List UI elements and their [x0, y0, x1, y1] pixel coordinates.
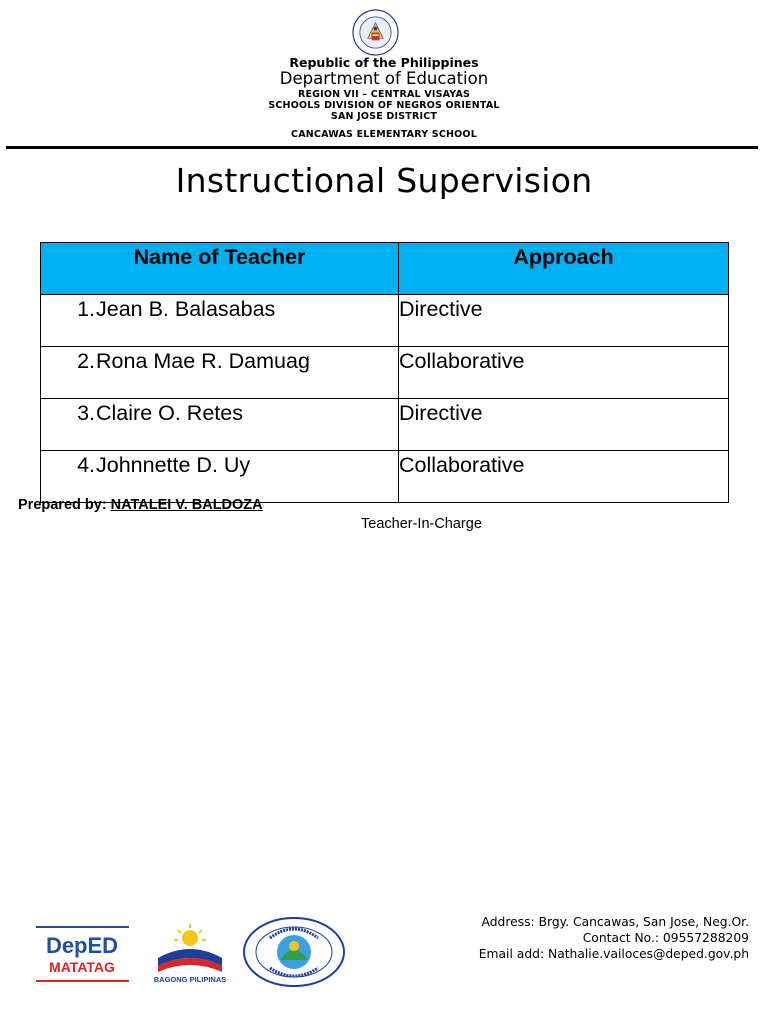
- region-text: REGION VII – CENTRAL VISAYAS: [297, 89, 471, 100]
- prepared-by-label: Prepared by:: [18, 497, 107, 513]
- approach-cell: Directive: [399, 295, 729, 347]
- teacher-name-cell: [41, 399, 399, 451]
- deped-seal-icon: [352, 9, 399, 56]
- footer-email: Email add: Nathalie.vailoces@deped.gov.ph: [478, 947, 749, 961]
- approach-cell: Collaborative: [399, 451, 729, 503]
- approach-cell: Collaborative: [399, 347, 729, 399]
- prepared-by-name: NATALEI V. BALDOZA: [110, 497, 263, 513]
- teacher-name-cell: [41, 451, 399, 503]
- row-number: 4.: [77, 453, 95, 477]
- table-row: [41, 295, 729, 347]
- column-header-approach: Approach: [399, 243, 729, 295]
- approach-cell: Directive: [399, 399, 729, 451]
- svg-text:BAGONG PILIPINAS: BAGONG PILIPINAS: [153, 975, 227, 984]
- prepared-by: [18, 497, 263, 513]
- row-number: 2.: [77, 349, 95, 373]
- document-title: Instructional Supervision: [175, 161, 593, 200]
- table-header-row: [41, 243, 729, 295]
- table-row: [41, 451, 729, 503]
- department-text: Department of Education: [279, 69, 489, 88]
- teachers-table: [40, 242, 729, 503]
- teacher-name: Claire O. Retes: [96, 401, 243, 425]
- school-text: CANCAWAS ELEMENTARY SCHOOL: [291, 129, 477, 140]
- republic-text: Republic of the Philippines: [289, 55, 479, 70]
- row-number: 3.: [77, 401, 95, 425]
- teacher-name: Johnnette D. Uy: [96, 453, 251, 477]
- signatory-role: Teacher-In-Charge: [361, 516, 482, 532]
- deped-matatag-logo: [36, 926, 129, 984]
- svg-text:DepED: DepED: [45, 933, 119, 958]
- division-text: SCHOOLS DIVISION OF NEGROS ORIENTAL: [268, 100, 500, 111]
- teacher-name: Rona Mae R. Damuag: [96, 349, 310, 373]
- column-header-name: Name of Teacher: [41, 243, 399, 295]
- table-row: [41, 347, 729, 399]
- teacher-name-cell: [41, 295, 399, 347]
- sdo-negros-oriental-seal: [242, 916, 347, 988]
- svg-text:MATATAG: MATATAG: [49, 959, 115, 975]
- footer-contact: Contact No.: 09557288209: [582, 931, 749, 945]
- bagong-pilipinas-logo: [142, 922, 238, 984]
- row-number: 1.: [77, 297, 95, 321]
- header-divider: [6, 146, 758, 149]
- footer-address: Address: Brgy. Cancawas, San Jose, Neg.Or.: [481, 915, 749, 929]
- table-row: [41, 399, 729, 451]
- teacher-name: Jean B. Balasabas: [96, 297, 276, 321]
- district-text: SAN JOSE DISTRICT: [330, 111, 438, 122]
- teacher-name-cell: [41, 347, 399, 399]
